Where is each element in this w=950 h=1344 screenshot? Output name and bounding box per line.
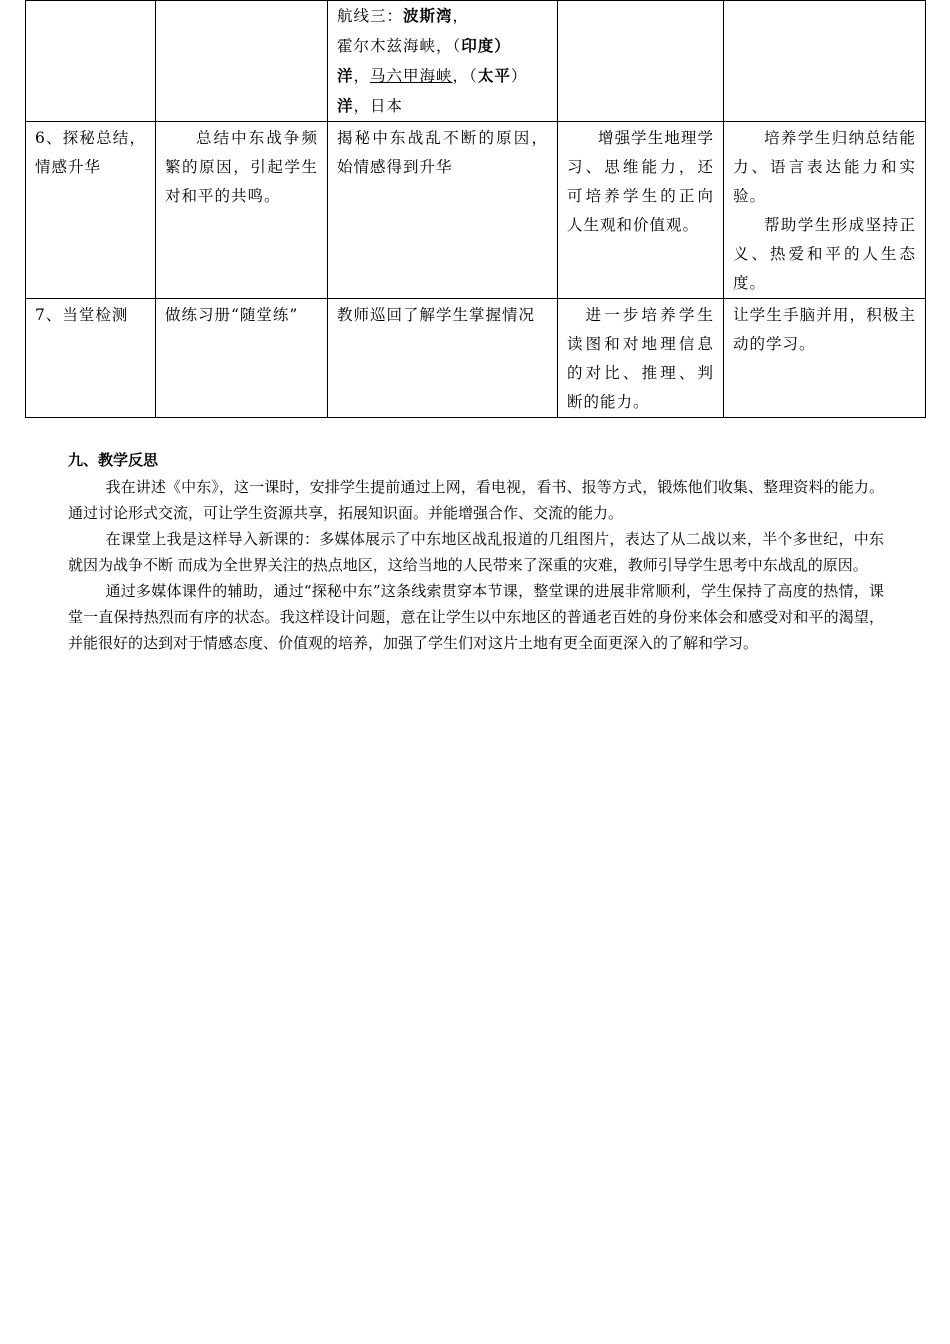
goal-cell: 让学生手脑并用，积极主动的学习。: [724, 299, 926, 418]
route-text: ，日本: [353, 97, 404, 115]
student-activity-cell: 做练习册“随堂练”: [156, 299, 328, 418]
route-text: 航线三：: [337, 7, 404, 25]
route-line-4: [337, 91, 548, 121]
table-row: [26, 122, 926, 299]
route-line-3: [337, 61, 548, 91]
step-cell: 6、探秘总结，情感升华: [26, 122, 156, 299]
design-intent-cell: 进一步培养学生读图和对地理信息的对比、推理、判断的能力。: [558, 299, 724, 418]
goal-cell: [724, 1, 926, 122]
reflection-paragraph: 在课堂上我是这样导入新课的：多媒体展示了中东地区战乱报道的几组图片，表达了从二战以来，半个多世纪，中东就因为战争不断 而成为全世界关注的热点地区，这给当地的人民带来了深重的灾难，教师引导学生思考中东战乱的原因。: [68, 530, 884, 574]
teacher-activity-cell: [328, 1, 558, 122]
route-line-1: [337, 1, 548, 31]
reflection-paragraph: 通过多媒体课件的辅助，通过“探秘中东”这条线索贯穿本节课，整堂课的进展非常顺利，学生保持了高度的热情，课堂一直保持热烈而有序的状态。我这样设计问题，意在让学生以中东地区的普通老百姓的身份来体会和感受对和平的渴望，并能很好的达到对于情感态度、价值观的培养，加强了学生们对这片土地有更全面更深入的了解和学习。: [68, 582, 884, 652]
reflection-paragraph: 我在讲述《中东》，这一课时，安排学生提前通过上网，看电视，看书、报等方式，锻炼他们收集、整理资料的能力。通过讨论形式交流，可让学生资源共享，拓展知识面。并能增强合作、交流的能力。: [68, 478, 884, 522]
route-text: ，: [353, 67, 371, 85]
route-bold-text: 洋: [337, 96, 354, 115]
route-text: ，（: [452, 67, 478, 85]
route-line-2: [337, 31, 548, 61]
student-activity-cell: 总结中东战争频繁的原因，引起学生对和平的共鸣。: [156, 122, 328, 299]
route-bold-text: 波斯湾: [403, 6, 453, 25]
route-bold-text: 洋: [337, 66, 354, 85]
goal-paragraph: 帮助学生形成坚持正义、热爱和平的人生态度。: [733, 216, 916, 292]
design-intent-cell: 增强学生地理学习、思维能力，还可培养学生的正向人生观和价值观。: [558, 122, 724, 299]
design-intent-cell: [558, 1, 724, 122]
step-cell: [26, 1, 156, 122]
teaching-reflection-section: [68, 446, 884, 656]
route-text: ，: [452, 7, 470, 25]
step-cell: 7、当堂检测: [26, 299, 156, 418]
teacher-activity-cell: 教师巡回了解学生掌握情况: [328, 299, 558, 418]
route-underlined-text: 马六甲海峡: [370, 67, 453, 85]
lesson-plan-table: [25, 0, 926, 418]
table-row: [26, 299, 926, 418]
route-text: 霍尔木兹海峡，（: [337, 37, 462, 55]
route-bold-text: 印度）: [461, 36, 511, 55]
goal-paragraph: 培养学生归纳总结能力、语言表达能力和实验。: [733, 129, 916, 205]
student-activity-cell: [156, 1, 328, 122]
route-bold-text: 太平: [477, 66, 511, 85]
route-text: ）: [510, 67, 528, 85]
teacher-activity-cell: 揭秘中东战乱不断的原因，始情感得到升华: [328, 122, 558, 299]
goal-cell: [724, 122, 926, 299]
table-row: [26, 1, 926, 122]
section-heading: 九、教学反思: [68, 451, 159, 469]
